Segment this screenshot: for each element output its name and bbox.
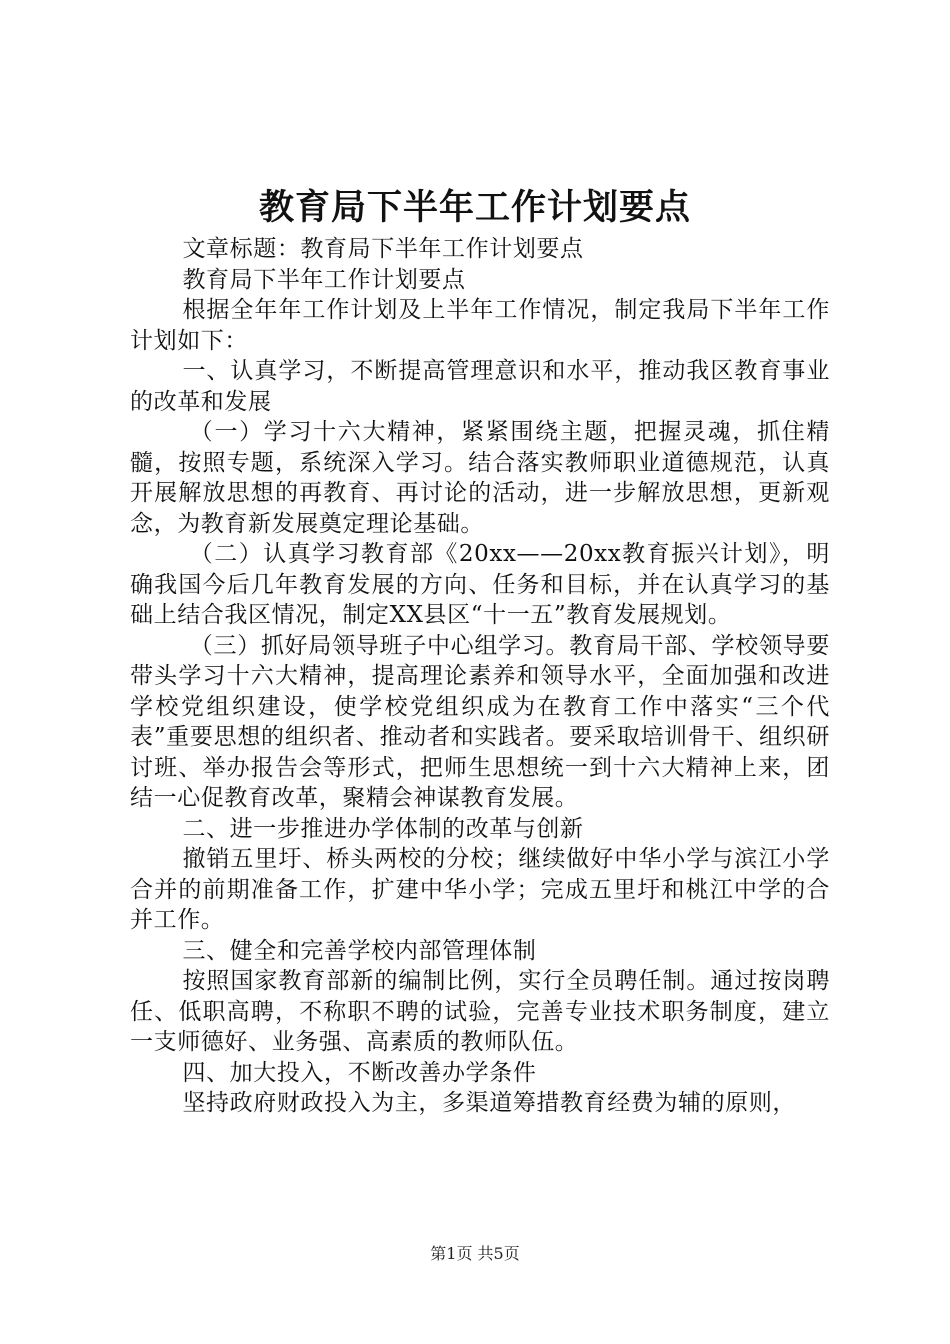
section-heading-1: 一、认真学习，不断提高管理意识和水平，推动我区教育事业的改革和发展 <box>130 358 830 415</box>
section-heading-4: 四、加大投入，不断改善办学条件 <box>182 1059 537 1086</box>
intro-paragraph: 根据全年年工作计划及上半年工作情况，制定我局下半年工作计划如下： <box>130 297 830 354</box>
section-paragraph-2: 撤销五里圩、桥头两校的分校；继续做好中华小学与滨江小学合并的前期准备工作，扩建中华小学；完成五里圩和桃江中学的合并工作。 <box>130 846 830 933</box>
subsection-paragraph-2: （二）认真学习教育部《20xx——20xx教育振兴计划》，明确我国今后几年教育发展的方向、任务和目标，并在认真学习的基础上结合我区情况，制定XX县区“十一五”教育发展规划。 <box>130 541 830 628</box>
section-paragraph-4: 坚持政府财政投入为主，多渠道筹措教育经费为辅的原则， <box>182 1090 797 1116</box>
section-paragraph-3: 按照国家教育部新的编制比例，实行全员聘任制。通过按岗聘任、低职高聘，不称职不聘的试验，完善专业技术职务制度，建立一支师德好、业务强、高素质的教师队伍。 <box>130 968 830 1055</box>
page-number-footer: 第1页 共5页 <box>430 1244 520 1263</box>
subsection-paragraph-1: （一）学习十六大精神，紧紧围绕主题，把握灵魂，抓住精髓，按照专题，系统深入学习。结合落实教师职业道德规范，认真开展解放思想的再教育、再讨论的活动，进一步解放思想，更新观念，为教育新发展奠定理论基础。 <box>130 419 830 537</box>
document-body <box>130 234 830 1119</box>
section-heading-2: 二、进一步推进办学体制的改革与创新 <box>182 815 584 842</box>
subtitle-line: 教育局下半年工作计划要点 <box>182 266 466 293</box>
section-heading-3: 三、健全和完善学校内部管理体制 <box>182 937 537 964</box>
article-title-line: 文章标题：教育局下半年工作计划要点 <box>182 236 584 262</box>
subsection-paragraph-3: （三）抓好局领导班子中心组学习。教育局干部、学校领导要带头学习十六大精神，提高理论素养和领导水平，全面加强和改进学校党组织建设，使学校党组织成为在教育工作中落实“三个代表”重要思想的组织者、推动者和实践者。要采取培训骨干、组织研讨班、举办报告会等形式，把师生思想统一到十六大精神上来，团结一心促教育改革，聚精会神谋教育发展。 <box>130 632 830 811</box>
document-title: 教育局下半年工作计划要点 <box>258 187 691 228</box>
